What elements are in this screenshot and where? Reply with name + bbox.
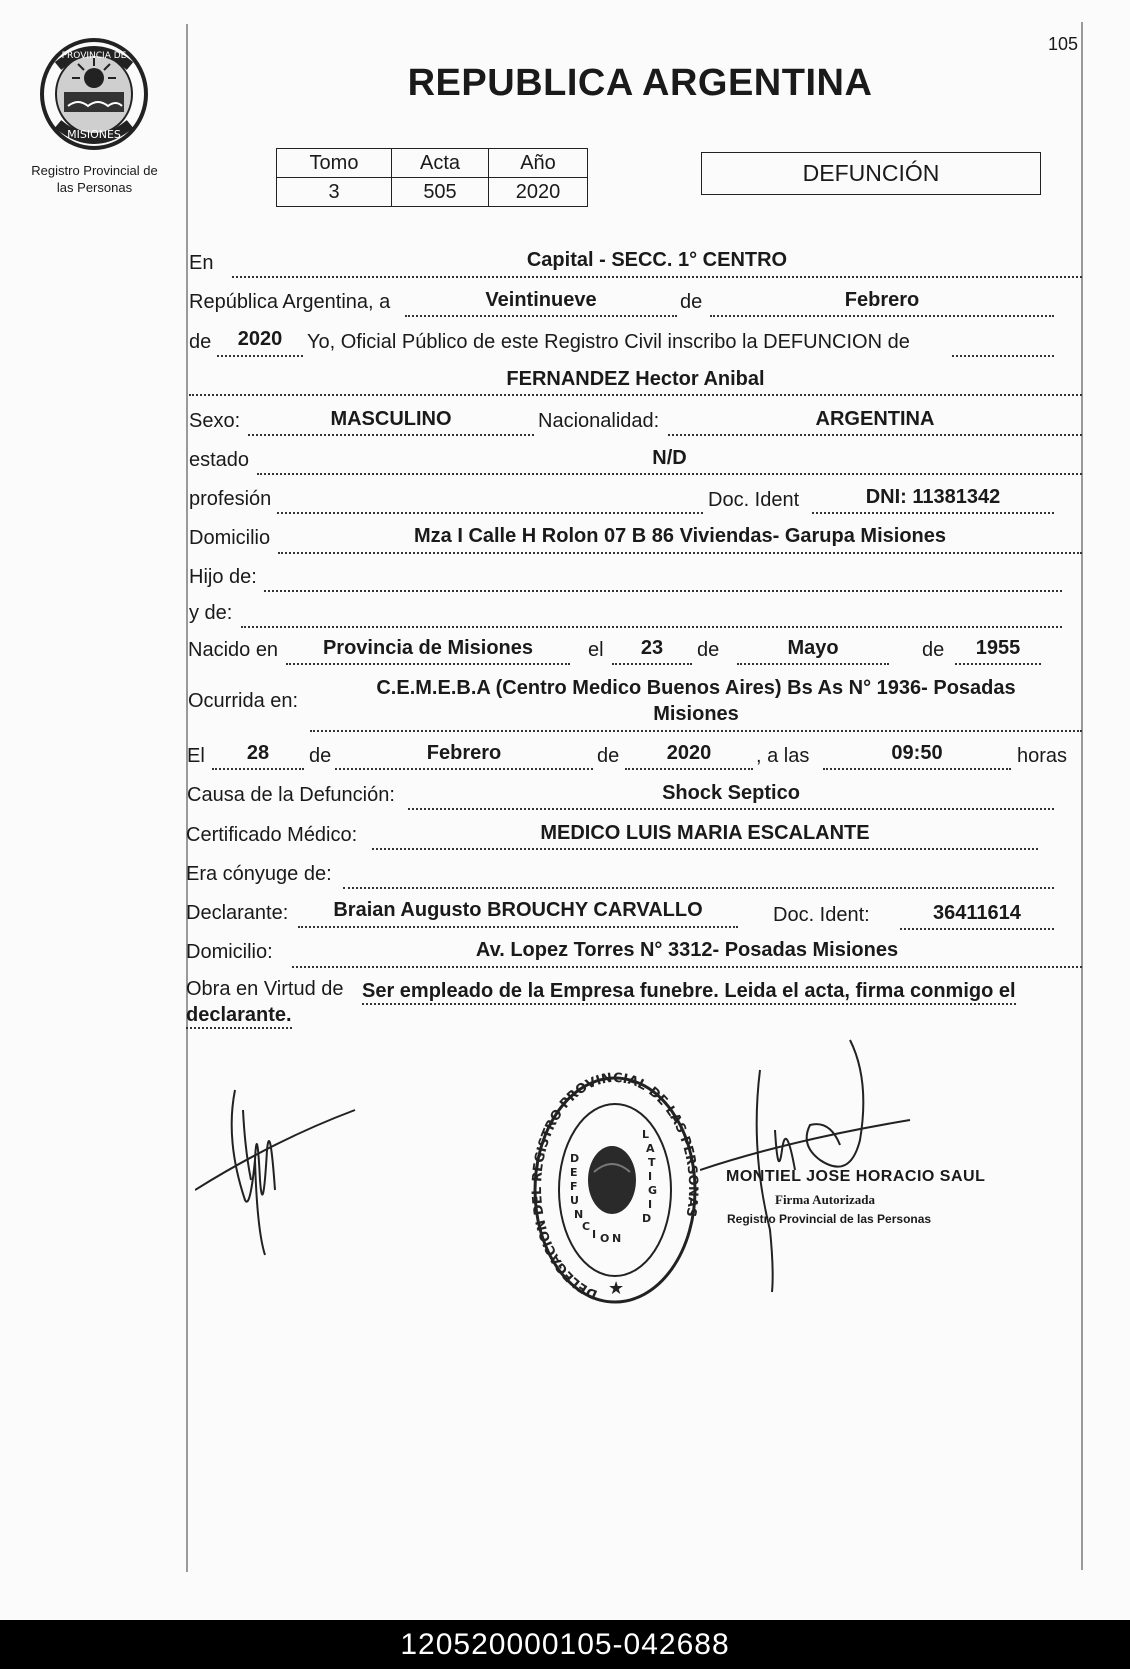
value-domicilio2: Av. Lopez Torres N° 3312- Posadas Misiones	[475, 939, 899, 961]
declarant-signature	[195, 1080, 375, 1260]
dotted-line	[217, 355, 303, 357]
value-anio: 2020	[237, 328, 283, 350]
dotted-line	[212, 768, 304, 770]
label-el: el	[588, 639, 604, 661]
label-ocurrida-en: Ocurrida en:	[188, 690, 299, 712]
label-doc-ident2: Doc. Ident:	[773, 904, 870, 926]
label-causa: Causa de la Defunción:	[187, 784, 395, 806]
value-nacido-lugar: Provincia de Misiones	[322, 637, 534, 659]
official-signature	[700, 1030, 930, 1300]
dotted-line	[668, 434, 1082, 436]
dotted-line	[232, 276, 1082, 278]
label-y-de: y de:	[189, 602, 233, 624]
svg-text:A: A	[646, 1142, 655, 1155]
label-profesion: profesión	[189, 488, 272, 510]
dotted-line	[286, 663, 570, 665]
label-nacido-en: Nacido en	[188, 639, 279, 661]
label-hijo-de: Hijo de:	[189, 566, 257, 588]
dotted-line	[408, 808, 1054, 810]
svg-text:I: I	[648, 1170, 653, 1183]
official-name: MONTIEL JOSE HORACIO SAUL	[726, 1168, 986, 1185]
svg-text:N: N	[612, 1232, 622, 1245]
svg-text:I: I	[592, 1228, 597, 1241]
dotted-line	[278, 552, 1082, 554]
label-estado: estado	[189, 449, 250, 471]
dotted-line	[405, 315, 677, 317]
dotted-line	[900, 928, 1054, 930]
registry-header-acta: Acta	[392, 149, 489, 178]
value-obra-line1: Ser empleado de la Empresa funebre. Leida el acta, firma conmigo el	[362, 980, 1016, 1005]
label-obra: Obra en Virtud de	[186, 978, 344, 1000]
label-de: de	[189, 331, 212, 353]
value-nacido-anio: 1955	[975, 637, 1021, 659]
official-stamp	[530, 1072, 700, 1310]
dotted-line	[952, 355, 1054, 357]
dotted-line	[248, 434, 534, 436]
registry-value-acta: 505	[392, 178, 489, 207]
value-lugar: Capital - SECC. 1° CENTRO	[526, 249, 788, 271]
value-sexo: MASCULINO	[330, 408, 452, 430]
dotted-line	[710, 315, 1054, 317]
svg-text:I: I	[648, 1198, 653, 1211]
value-nacido-dia: 23	[640, 637, 664, 659]
svg-text:U: U	[570, 1194, 579, 1207]
svg-text:MISIONES: MISIONES	[67, 128, 121, 141]
label-a-las: , a las	[756, 745, 810, 767]
value-declarante: Braian Augusto BROUCHY CARVALLO	[333, 899, 703, 921]
svg-text:L: L	[642, 1128, 650, 1141]
label-conyuge: Era cónyuge de:	[186, 863, 332, 885]
label-de: de	[680, 291, 703, 313]
value-nacionalidad: ARGENTINA	[815, 408, 935, 430]
label-domicilio2: Domicilio:	[186, 941, 273, 963]
value-ocurrida-line2: Misiones	[653, 703, 739, 725]
document-title: REPUBLICA ARGENTINA	[407, 62, 873, 104]
label-de: de	[597, 745, 620, 767]
registry-header-tomo: Tomo	[277, 149, 392, 178]
value-dni: DNI: 11381342	[865, 486, 1001, 508]
value-domicilio: Mza I Calle H Rolon 07 B 86 Viviendas- Garupa Misiones	[413, 525, 946, 547]
label-doc-ident: Doc. Ident	[708, 489, 800, 511]
value-obra-line2: declarante.	[186, 1004, 292, 1029]
label-de: de	[922, 639, 945, 661]
official-office: Registro Provincial de las Personas	[727, 1212, 932, 1226]
svg-text:PROVINCIA DE: PROVINCIA DE	[61, 51, 127, 61]
dotted-line	[372, 848, 1038, 850]
registry-table	[276, 148, 588, 207]
dotted-line	[737, 663, 889, 665]
value-def-anio: 2020	[666, 742, 712, 764]
value-dia: Veintinueve	[485, 289, 597, 311]
document-type-box: DEFUNCIÓN	[701, 152, 1041, 195]
dotted-line	[812, 512, 1054, 514]
dotted-line	[343, 887, 1054, 889]
dotted-line	[277, 512, 703, 514]
value-nacido-mes: Mayo	[787, 637, 839, 659]
dotted-line	[612, 663, 692, 665]
dotted-line	[310, 730, 1082, 732]
dotted-line	[823, 768, 1011, 770]
label-de: de	[309, 745, 332, 767]
issuing-office-line2: las Personas	[56, 180, 133, 195]
value-def-mes: Febrero	[426, 742, 502, 764]
svg-text:T: T	[648, 1156, 656, 1169]
value-certificado: MEDICO LUIS MARIA ESCALANTE	[540, 822, 870, 844]
label-republica: República Argentina, a	[189, 291, 391, 313]
dotted-line	[292, 966, 1082, 968]
label-horas: horas	[1017, 745, 1068, 767]
dotted-line	[264, 590, 1062, 592]
value-mes: Febrero	[844, 289, 920, 311]
registry-header-anio: Año	[489, 149, 588, 178]
svg-text:DELEGACION DEL REGISTRO PROVIN: DELEGACION DEL REGISTRO PROVINCIAL DE LAS PERSONAS	[530, 1072, 700, 1302]
dotted-line	[241, 626, 1062, 628]
label-nacionalidad: Nacionalidad:	[538, 410, 660, 432]
dotted-line	[625, 768, 753, 770]
svg-text:O: O	[600, 1232, 610, 1245]
dotted-line	[335, 768, 593, 770]
svg-text:E: E	[570, 1166, 578, 1179]
label-en: En	[189, 252, 214, 274]
province-coat-of-arms-logo	[38, 36, 150, 152]
official-role: Firma Autorizada	[775, 1192, 876, 1207]
value-def-dia: 28	[246, 742, 270, 764]
dotted-line	[257, 473, 1082, 475]
svg-text:D: D	[570, 1152, 580, 1165]
document-code-footer: 120520000105-042688	[0, 1620, 1130, 1669]
value-ocurrida-line1: C.E.M.E.B.A (Centro Medico Buenos Aires) Bs As N° 1936- Posadas	[376, 677, 1016, 699]
value-def-hora: 09:50	[891, 742, 943, 764]
value-estado: N/D	[652, 447, 687, 469]
svg-text:F: F	[570, 1180, 578, 1193]
issuing-office	[12, 162, 177, 196]
registry-value-tomo: 3	[277, 178, 392, 207]
dotted-line	[955, 663, 1041, 665]
issuing-office-line1: Registro Provincial de	[31, 163, 158, 178]
label-domicilio: Domicilio	[189, 527, 271, 549]
registry-value-anio: 2020	[489, 178, 588, 207]
label-el-cap: El	[187, 745, 205, 767]
svg-text:N: N	[574, 1208, 584, 1221]
svg-text:G: G	[648, 1184, 658, 1197]
page-number: 105	[1048, 34, 1079, 54]
label-inscribo: Yo, Oficial Público de este Registro Civil inscribo la DEFUNCION de	[307, 331, 910, 353]
label-certificado: Certificado Médico:	[186, 824, 358, 846]
label-sexo: Sexo:	[189, 410, 241, 432]
svg-text:D: D	[642, 1212, 652, 1225]
value-causa: Shock Septico	[662, 782, 800, 804]
dotted-line	[298, 926, 738, 928]
dotted-line	[189, 394, 1082, 396]
value-nombre: FERNANDEZ Hector Anibal	[506, 368, 765, 390]
svg-text:C: C	[582, 1220, 591, 1233]
svg-text:★: ★	[608, 1278, 625, 1299]
label-de: de	[697, 639, 720, 661]
label-declarante: Declarante:	[186, 902, 289, 924]
value-declarante-doc: 36411614	[933, 902, 1021, 924]
